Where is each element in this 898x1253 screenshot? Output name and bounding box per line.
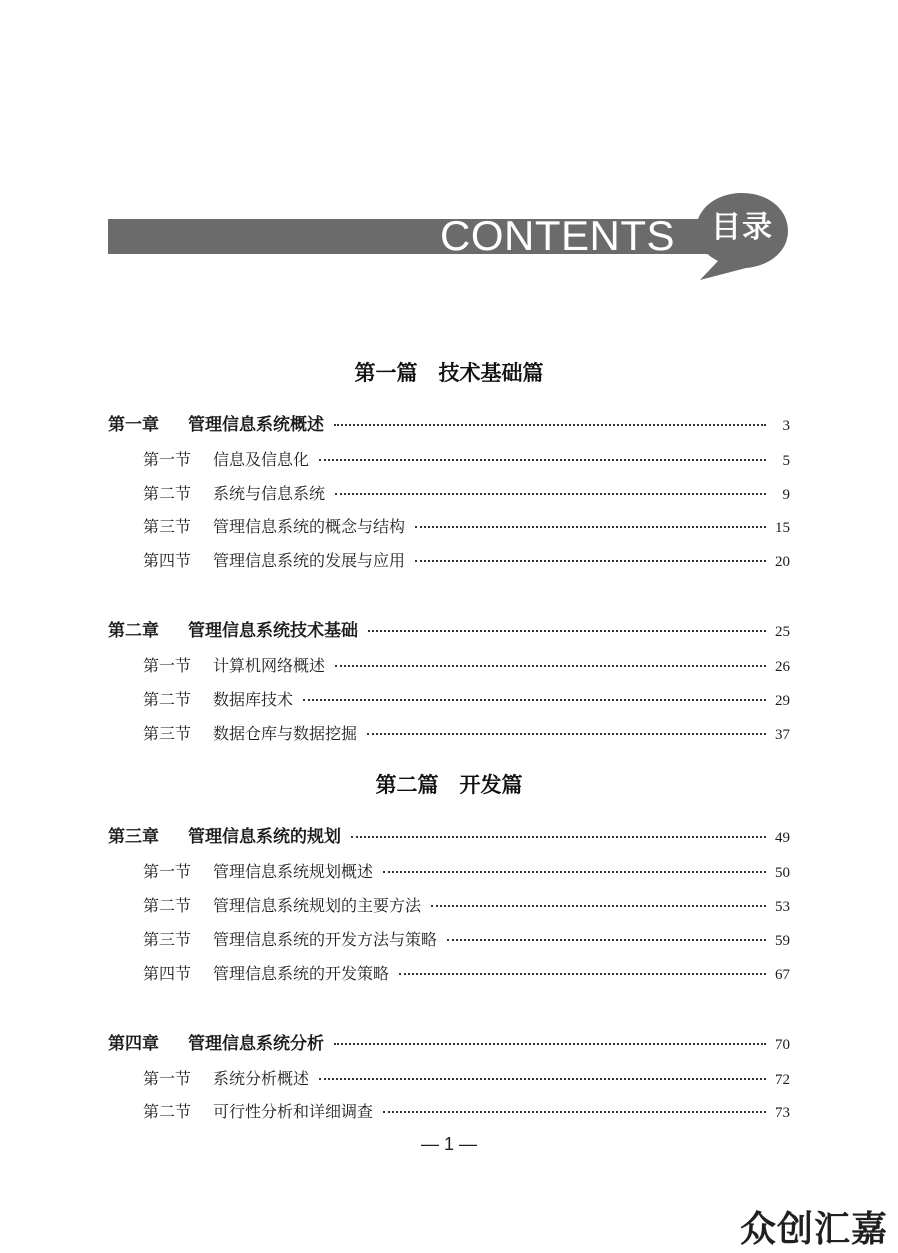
dot-leader (431, 905, 766, 907)
toc-section[interactable] (143, 929, 790, 952)
section-number: 第二节 (143, 690, 192, 709)
page-ref: 70 (775, 1037, 790, 1053)
section-title: 管理信息系统的开发方法与策略 (213, 930, 438, 949)
chapter-title: 管理信息系统概述 (188, 415, 324, 435)
section-title: 计算机网络概述 (213, 656, 326, 675)
section-number: 第三节 (143, 517, 192, 536)
toc-section[interactable] (143, 550, 790, 573)
chapter-number: 第四章 (108, 1034, 159, 1054)
page-ref: 72 (775, 1072, 790, 1088)
toc-section[interactable] (143, 861, 790, 884)
page-ref: 37 (775, 727, 790, 743)
dot-leader (447, 939, 766, 941)
toc-section[interactable] (143, 1101, 790, 1124)
page-ref: 50 (775, 865, 790, 881)
toc-section[interactable] (143, 1068, 790, 1091)
page-ref: 59 (775, 933, 790, 949)
page-ref: 67 (775, 967, 790, 983)
dot-leader (399, 973, 766, 975)
bubble-label: 目录 (711, 210, 773, 245)
dot-leader (335, 665, 766, 667)
dot-leader (319, 1078, 766, 1080)
contents-heading: CONTENTS (440, 212, 675, 259)
toc-section[interactable] (143, 689, 790, 712)
section-number: 第四节 (143, 551, 192, 570)
page-ref: 20 (775, 554, 790, 570)
page-ref: 15 (775, 520, 790, 536)
dot-leader (334, 424, 766, 426)
section-title: 管理信息系统规划概述 (213, 862, 374, 881)
section-title: 系统分析概述 (213, 1069, 310, 1088)
section-number: 第三节 (143, 724, 192, 743)
page-ref: 9 (782, 487, 790, 503)
dot-leader (303, 699, 766, 701)
section-title: 管理信息系统的发展与应用 (213, 551, 406, 570)
page-ref: 73 (775, 1105, 790, 1121)
toc-chapter[interactable] (108, 826, 790, 849)
page-ref: 25 (775, 624, 790, 640)
section-number: 第四节 (143, 964, 192, 983)
toc-section[interactable] (143, 723, 790, 746)
section-title: 管理信息系统的开发策略 (213, 964, 390, 983)
chapter-title: 管理信息系统的规划 (188, 827, 341, 847)
page-ref: 53 (775, 899, 790, 915)
dot-leader (319, 459, 766, 461)
chapter-title: 管理信息系统技术基础 (188, 621, 358, 641)
page-ref: 26 (775, 659, 790, 675)
dot-leader (368, 630, 766, 632)
section-title: 信息及信息化 (213, 450, 310, 469)
dot-leader (367, 733, 766, 735)
dot-leader (334, 1043, 766, 1045)
toc-section[interactable] (143, 449, 790, 472)
page-ref: 29 (775, 693, 790, 709)
section-number: 第二节 (143, 484, 192, 503)
toc-section[interactable] (143, 655, 790, 678)
section-title: 系统与信息系统 (213, 484, 326, 503)
section-number: 第一节 (143, 656, 192, 675)
dot-leader (335, 493, 766, 495)
section-number: 第三节 (143, 930, 192, 949)
section-title: 可行性分析和详细调查 (213, 1102, 374, 1121)
section-number: 第一节 (143, 450, 192, 469)
dot-leader (383, 1111, 766, 1113)
dot-leader (415, 526, 766, 528)
page-ref: 3 (782, 418, 790, 434)
publisher-watermark: 众创汇嘉 (740, 1209, 889, 1250)
section-number: 第一节 (143, 1069, 192, 1088)
section-number: 第二节 (143, 1102, 192, 1121)
chapter-number: 第二章 (108, 621, 159, 641)
toc-section[interactable] (143, 895, 790, 918)
section-title: 管理信息系统的概念与结构 (213, 517, 406, 536)
toc-section[interactable] (143, 963, 790, 986)
toc-chapter[interactable] (108, 620, 790, 643)
part-title: 第二篇 开发篇 (375, 772, 523, 797)
toc-chapter[interactable] (108, 414, 790, 437)
chapter-number: 第三章 (108, 827, 159, 847)
section-title: 管理信息系统规划的主要方法 (213, 896, 422, 915)
page-ref: 49 (775, 830, 790, 846)
toc-section[interactable] (143, 516, 790, 539)
section-number: 第二节 (143, 896, 192, 915)
section-number: 第一节 (143, 862, 192, 881)
toc-section[interactable] (143, 483, 790, 506)
dot-leader (383, 871, 766, 873)
toc-chapter[interactable] (108, 1033, 790, 1056)
page-number: — 1 — (420, 1134, 477, 1154)
chapter-number: 第一章 (108, 415, 159, 435)
page-ref: 5 (782, 453, 790, 469)
dot-leader (351, 836, 766, 838)
chapter-title: 管理信息系统分析 (188, 1034, 324, 1054)
section-title: 数据库技术 (213, 690, 294, 709)
dot-leader (415, 560, 766, 562)
part-title: 第一篇 技术基础篇 (354, 360, 544, 385)
section-title: 数据仓库与数据挖掘 (213, 724, 358, 743)
